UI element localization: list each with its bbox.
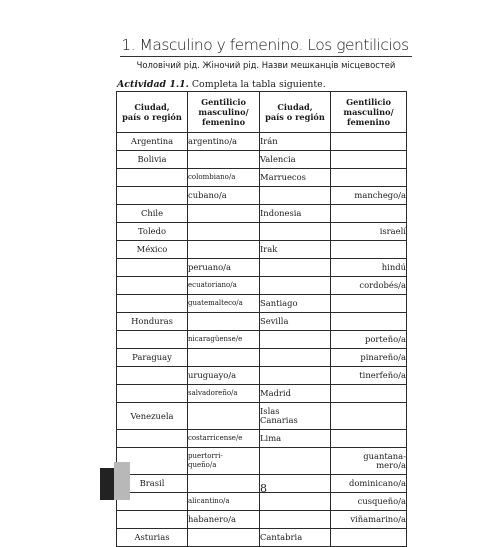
cell-place-1: México bbox=[117, 241, 188, 259]
cell-gentilicio-1: nicaragüense/e bbox=[188, 331, 260, 349]
page-number: 8 bbox=[260, 482, 267, 495]
table-row bbox=[117, 331, 407, 349]
cell-place-1 bbox=[117, 169, 188, 187]
cell-place-2 bbox=[260, 367, 331, 385]
activity-text: Completa la tabla siguiente. bbox=[188, 79, 326, 90]
cell-gentilicio-1 bbox=[188, 223, 260, 241]
cell-gentilicio-1: uruguayo/a bbox=[188, 367, 260, 385]
table-row bbox=[117, 241, 407, 259]
cell-gentilicio-2: cordobés/a bbox=[331, 277, 407, 295]
cell-place-1: Argentina bbox=[117, 133, 188, 151]
cell-place-2: Irak bbox=[260, 241, 331, 259]
cell-place-2: Santiago bbox=[260, 295, 331, 313]
cell-gentilicio-2 bbox=[331, 385, 407, 403]
table-row bbox=[117, 493, 407, 511]
header-place-2: Ciudad, país o región bbox=[260, 92, 331, 133]
cell-place-2 bbox=[260, 187, 331, 205]
cell-place-2 bbox=[260, 259, 331, 277]
cell-place-1: Toledo bbox=[117, 223, 188, 241]
cell-place-2 bbox=[260, 277, 331, 295]
cell-gentilicio-1: salvadoreño/a bbox=[188, 385, 260, 403]
cell-gentilicio-2: viñamarino/a bbox=[331, 511, 407, 529]
cell-place-1 bbox=[117, 430, 188, 448]
cell-gentilicio-2 bbox=[331, 133, 407, 151]
cell-gentilicio-1 bbox=[188, 151, 260, 169]
cell-place-2 bbox=[260, 475, 331, 493]
page-subtitle: Чоловічий рід. Жіночий рід. Назви мешканців місцевостей bbox=[136, 60, 396, 70]
cell-gentilicio-2 bbox=[331, 403, 407, 430]
table-row bbox=[117, 169, 407, 187]
activity-label: Actividad 1.1. bbox=[117, 79, 189, 90]
table-row bbox=[117, 133, 407, 151]
cell-place-1: Chile bbox=[117, 205, 188, 223]
cell-gentilicio-1 bbox=[188, 241, 260, 259]
cell-gentilicio-2: dominicano/a bbox=[331, 475, 407, 493]
activity-instruction bbox=[117, 79, 326, 90]
table-row bbox=[117, 403, 407, 430]
cell-place-1: Asturias bbox=[117, 529, 188, 547]
table-row bbox=[117, 367, 407, 385]
header-gentilicio-1: Gentilicio masculino/ femenino bbox=[188, 92, 260, 133]
cell-gentilicio-1 bbox=[188, 349, 260, 367]
cell-gentilicio-2: cusqueño/a bbox=[331, 493, 407, 511]
cell-place-1: Honduras bbox=[117, 313, 188, 331]
cell-place-2 bbox=[260, 223, 331, 241]
header-gentilicio-2: Gentilicio masculino/ femenino bbox=[331, 92, 407, 133]
cell-gentilicio-2 bbox=[331, 151, 407, 169]
cell-place-2: Sevilla bbox=[260, 313, 331, 331]
cell-gentilicio-2: pinareño/a bbox=[331, 349, 407, 367]
title-underline bbox=[120, 56, 412, 57]
cell-place-2: Irán bbox=[260, 133, 331, 151]
gentilicios-table bbox=[116, 91, 407, 547]
cell-gentilicio-1 bbox=[188, 313, 260, 331]
cell-gentilicio-2: guantana- mero/a bbox=[331, 448, 407, 475]
cell-place-1 bbox=[117, 331, 188, 349]
cell-place-2: Islas Canarias bbox=[260, 403, 331, 430]
cell-gentilicio-1 bbox=[188, 475, 260, 493]
table-header-row bbox=[117, 92, 407, 133]
cell-place-2 bbox=[260, 349, 331, 367]
cell-place-1 bbox=[117, 385, 188, 403]
cell-gentilicio-1: argentino/a bbox=[188, 133, 260, 151]
cell-gentilicio-1: habanero/a bbox=[188, 511, 260, 529]
cell-gentilicio-1: peruano/a bbox=[188, 259, 260, 277]
cell-place-1 bbox=[117, 277, 188, 295]
table-row bbox=[117, 313, 407, 331]
cell-gentilicio-1: costarricense/e bbox=[188, 430, 260, 448]
cell-place-1: Brasil bbox=[117, 475, 188, 493]
table-row bbox=[117, 277, 407, 295]
corner-mark-dark bbox=[100, 468, 114, 500]
cell-gentilicio-2: porteño/a bbox=[331, 331, 407, 349]
cell-place-2: Lima bbox=[260, 430, 331, 448]
cell-gentilicio-2: hindú bbox=[331, 259, 407, 277]
table-row bbox=[117, 349, 407, 367]
cell-gentilicio-2 bbox=[331, 169, 407, 187]
table-row bbox=[117, 259, 407, 277]
header-place-1: Ciudad, país o región bbox=[117, 92, 188, 133]
cell-place-1 bbox=[117, 187, 188, 205]
cell-place-2: Indonesia bbox=[260, 205, 331, 223]
cell-gentilicio-2 bbox=[331, 241, 407, 259]
cell-gentilicio-2 bbox=[331, 313, 407, 331]
table-row bbox=[117, 223, 407, 241]
table-row bbox=[117, 205, 407, 223]
cell-gentilicio-1: cubano/a bbox=[188, 187, 260, 205]
table-row bbox=[117, 295, 407, 313]
table-row bbox=[117, 511, 407, 529]
table-row bbox=[117, 529, 407, 547]
table-row bbox=[117, 448, 407, 475]
cell-place-1 bbox=[117, 259, 188, 277]
cell-place-1: Bolivia bbox=[117, 151, 188, 169]
cell-place-1: Paraguay bbox=[117, 349, 188, 367]
cell-gentilicio-2 bbox=[331, 295, 407, 313]
cell-place-2: Marruecos bbox=[260, 169, 331, 187]
corner-mark-grey bbox=[114, 462, 130, 500]
cell-gentilicio-1: puertorri- queño/a bbox=[188, 448, 260, 475]
cell-gentilicio-1: colombiano/a bbox=[188, 169, 260, 187]
cell-gentilicio-2 bbox=[331, 529, 407, 547]
cell-gentilicio-1 bbox=[188, 403, 260, 430]
cell-gentilicio-2 bbox=[331, 430, 407, 448]
cell-place-1: Venezuela bbox=[117, 403, 188, 430]
cell-gentilicio-1: alicantino/a bbox=[188, 493, 260, 511]
cell-gentilicio-2: tinerfeño/a bbox=[331, 367, 407, 385]
table-row bbox=[117, 385, 407, 403]
table-row bbox=[117, 430, 407, 448]
cell-gentilicio-1: guatemalteco/a bbox=[188, 295, 260, 313]
cell-place-2 bbox=[260, 331, 331, 349]
cell-place-1 bbox=[117, 295, 188, 313]
cell-gentilicio-1 bbox=[188, 205, 260, 223]
cell-gentilicio-1: ecuatoriano/a bbox=[188, 277, 260, 295]
cell-gentilicio-2: manchego/a bbox=[331, 187, 407, 205]
cell-place-2 bbox=[260, 511, 331, 529]
cell-place-2: Cantabria bbox=[260, 529, 331, 547]
cell-place-2: Valencia bbox=[260, 151, 331, 169]
cell-gentilicio-2: israelí bbox=[331, 223, 407, 241]
page-title: 1. Masculino y femenino. Los gentilicios bbox=[121, 36, 409, 54]
cell-place-2 bbox=[260, 448, 331, 475]
cell-place-2 bbox=[260, 493, 331, 511]
cell-place-1 bbox=[117, 511, 188, 529]
table-row bbox=[117, 151, 407, 169]
cell-gentilicio-2 bbox=[331, 205, 407, 223]
cell-place-1 bbox=[117, 367, 188, 385]
table-row bbox=[117, 187, 407, 205]
cell-gentilicio-1 bbox=[188, 529, 260, 547]
cell-place-2: Madrid bbox=[260, 385, 331, 403]
